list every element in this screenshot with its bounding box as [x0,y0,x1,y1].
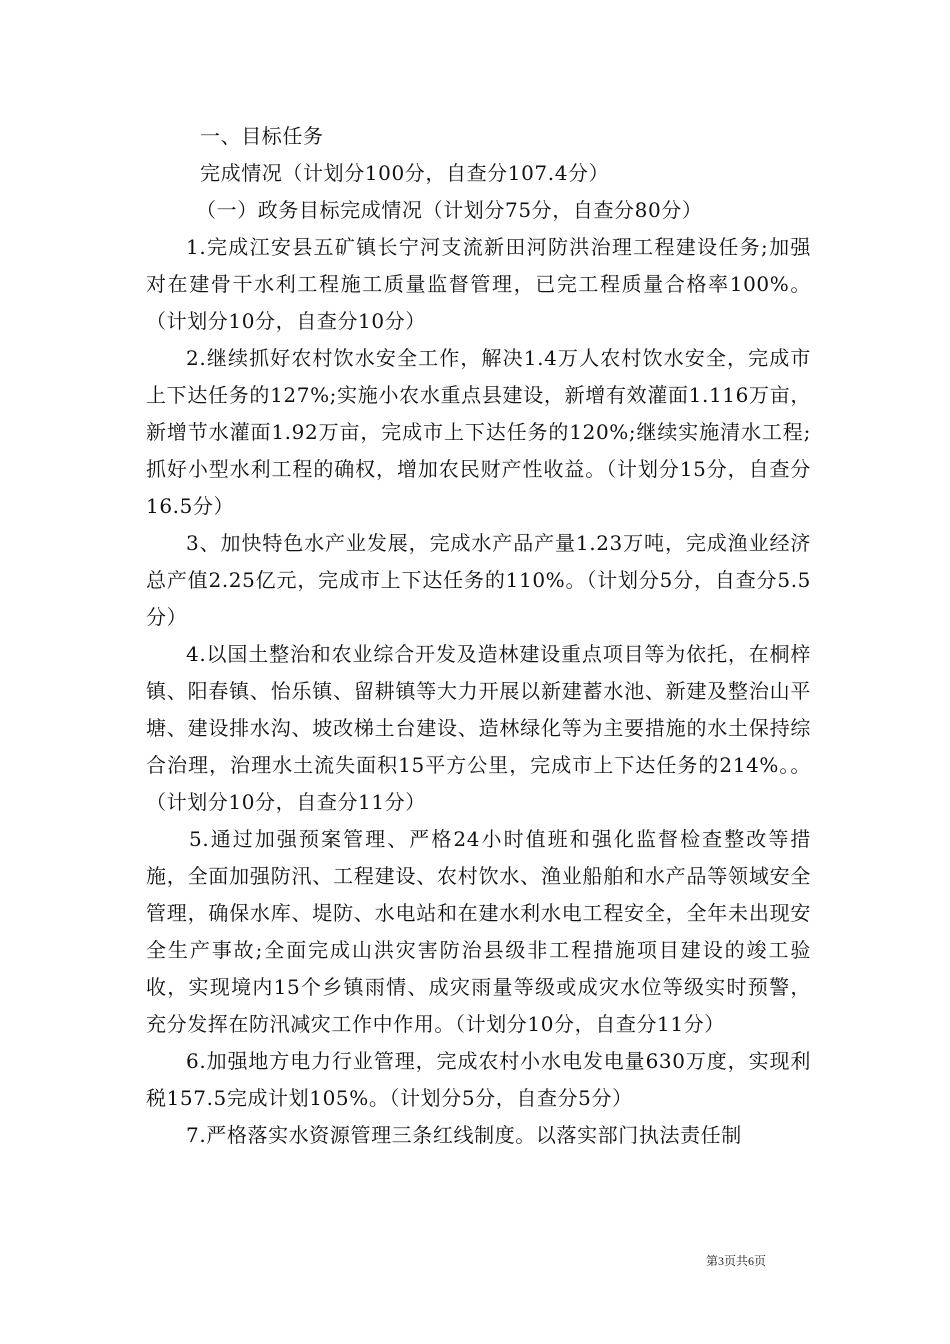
paragraph-item-2: 2.继续抓好农村饮水安全工作，解决1.4万人农村饮水安全，完成市上下达任务的127%;实施小农水重点县建设，新增有效灌面1.116万亩，新增节水灌面1.92万亩，完成市上下达任务的120%;继续实施清水工程;抓好小型水利工程的确权，增加农民财产性收益。（计划分15分，自查分16.5分） [146,346,811,518]
paragraph-item-1: 1.完成江安县五矿镇长宁河支流新田河防洪治理工程建设任务;加强对在建骨干水利工程施工质量监督管理，已完工程质量合格率100%。（计划分10分，自查分10分） [146,235,811,333]
section-heading: 一、目标任务 [200,124,324,148]
document-body [146,118,811,1154]
subsection-heading: （一）政务目标完成情况（计划分75分，自查分80分） [196,198,703,222]
paragraph-item-5: 5.通过加强预案管理、严格24小时值班和强化监督检查整改等措施，全面加强防汛、工程建设、农村饮水、渔业船舶和水产品等领域安全管理，确保水库、堤防、水电站和在建水利水电工程安全，全年未出现安全生产事故;全面完成山洪灾害防治县级非工程措施项目建设的竣工验收，实现境内15个乡镇雨情、成灾雨量等级或成灾水位等级实时预警，充分发挥在防汛减灾工作中作用。（计划分10分，自查分11分） [146,827,811,1036]
page-number: 第3页共6页 [706,1254,767,1268]
paragraph-item-7: 7.严格落实水资源管理三条红线制度。以落实部门执法责任制 [186,1123,742,1147]
summary-line: 完成情况（计划分100分，自查分107.4分） [200,161,610,185]
paragraph-item-3: 3、加快特色水产业发展，完成水产品产量1.23万吨，完成渔业经济总产值2.25亿元，完成市上下达任务的110%。（计划分5分，自查分5.5分） [146,531,811,629]
paragraph-item-6: 6.加强地方电力行业管理，完成农村小水电发电量630万度，实现利税157.5完成计划105%。（计划分5分，自查分5分） [146,1049,811,1110]
paragraph-item-4: 4.以国土整治和农业综合开发及造林建设重点项目等为依托，在桐梓镇、阳春镇、怡乐镇、留耕镇等大力开展以新建蓄水池、新建及整治山平塘、建设排水沟、坡改梯土台建设、造林绿化等为主要措施的水土保持综合治理，治理水土流失面积15平方公里，完成市上下达任务的214%。。（计划分10分，自查分11分） [146,642,811,814]
